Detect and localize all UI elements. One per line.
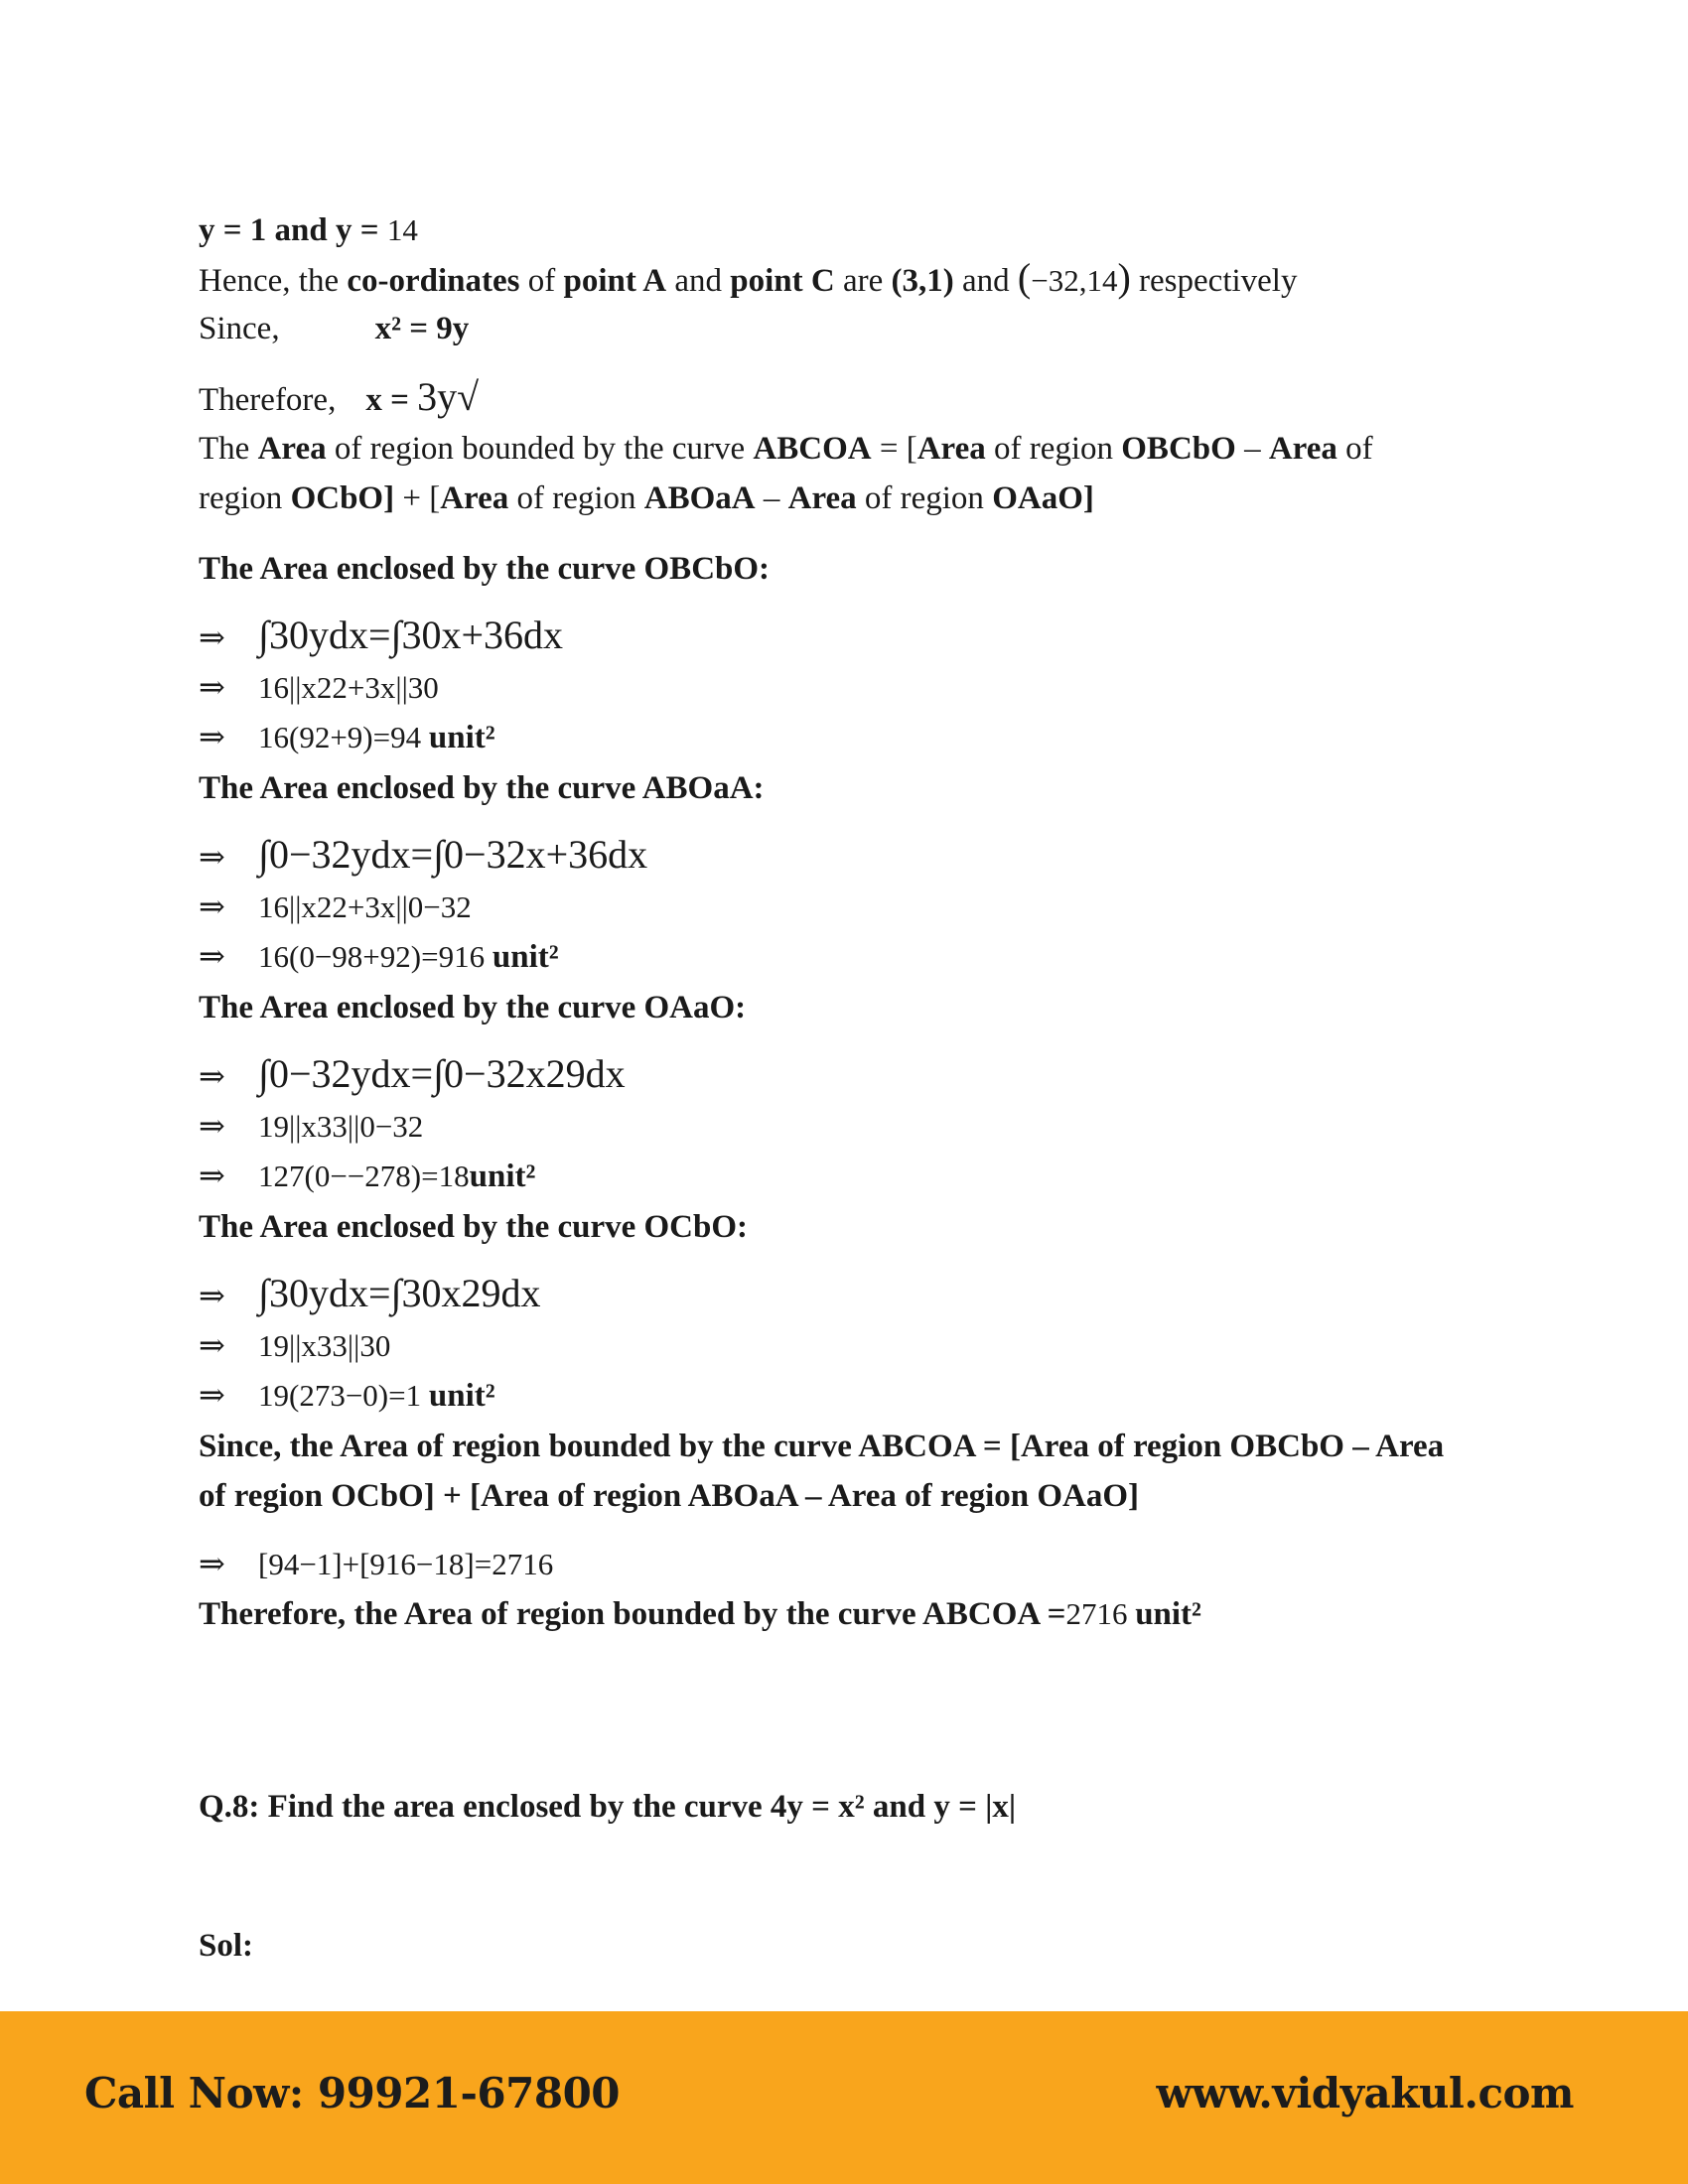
section-heading: The Area enclosed by the curve OBCbO: (199, 551, 771, 587)
implies-icon: ⇒ (199, 719, 225, 754)
equation-line: ⇒ ∫0−32ydx=∫0−32x29dx (199, 1051, 626, 1096)
text-line: Since, x² = 9y (199, 311, 470, 346)
call-now-text: Call Now: 99921-67800 (84, 2069, 621, 2117)
equation-line: ⇒ 19||x33||30 (199, 1327, 391, 1363)
implies-icon: ⇒ (199, 1377, 225, 1413)
implies-icon: ⇒ (199, 1058, 225, 1094)
equation-line: ⇒ ∫30ydx=∫30x29dx (199, 1271, 541, 1315)
solution-label: Sol: (199, 1928, 254, 1964)
equation-line: ⇒ 19(273−0)=1 unit² (199, 1377, 495, 1414)
implies-icon: ⇒ (199, 938, 225, 974)
equation-line: ⇒ 127(0−−278)=18unit² (199, 1158, 536, 1194)
text-line: Hence, the co-ordinates of point A and point C are (3,1) and (−32,14) respectively (199, 255, 1298, 300)
conclusion-line: Therefore, the Area of region bounded by the curve ABCOA =2716 unit² (199, 1596, 1201, 1632)
implies-icon: ⇒ (199, 669, 225, 705)
text-line: y = 1 and y = 14 (199, 212, 418, 248)
equation-line: ⇒ [94−1]+[916−18]=2716 (199, 1546, 554, 1581)
equation-line: ⇒ 16||x22+3x||0−32 (199, 888, 472, 924)
implies-icon: ⇒ (199, 839, 225, 875)
question-heading: Q.8: Find the area enclosed by the curve 4y = x² and y = |x| (199, 1789, 1017, 1825)
equation-line: ⇒ 19||x33||0−32 (199, 1108, 424, 1144)
text-line: Therefore, x = 3y√ (199, 374, 480, 419)
section-heading: The Area enclosed by the curve ABOaA: (199, 770, 765, 806)
section-heading: The Area enclosed by the curve OAaO: (199, 990, 747, 1025)
equation-line: ⇒ ∫0−32ydx=∫0−32x+36dx (199, 832, 648, 877)
equation-line: ⇒ 16||x22+3x||30 (199, 669, 439, 705)
equation-line: ⇒ 16(92+9)=94 unit² (199, 719, 495, 755)
implies-icon: ⇒ (199, 1327, 225, 1363)
text-line: The Area of region bounded by the curve ABCOA = [Area of region OBCbO – Area of (199, 431, 1373, 467)
implies-icon: ⇒ (199, 1278, 225, 1313)
equation-line: ⇒ 16(0−98+92)=916 unit² (199, 938, 559, 975)
summary-line: of region OCbO] + [Area of region ABOaA – Area of region OAaO] (199, 1478, 1140, 1514)
footer-banner (0, 2011, 1688, 2184)
website-link[interactable]: www.vidyakul.com (1156, 2069, 1574, 2117)
implies-icon: ⇒ (199, 1108, 225, 1144)
summary-line: Since, the Area of region bounded by the curve ABCOA = [Area of region OBCbO – Area (199, 1429, 1445, 1464)
section-heading: The Area enclosed by the curve OCbO: (199, 1209, 749, 1245)
implies-icon: ⇒ (199, 619, 225, 655)
equation-line: ⇒ ∫30ydx=∫30x+36dx (199, 613, 564, 657)
implies-icon: ⇒ (199, 1546, 225, 1581)
implies-icon: ⇒ (199, 888, 225, 924)
implies-icon: ⇒ (199, 1158, 225, 1193)
text-line: region OCbO] + [Area of region ABOaA – Area of region OAaO] (199, 480, 1094, 516)
